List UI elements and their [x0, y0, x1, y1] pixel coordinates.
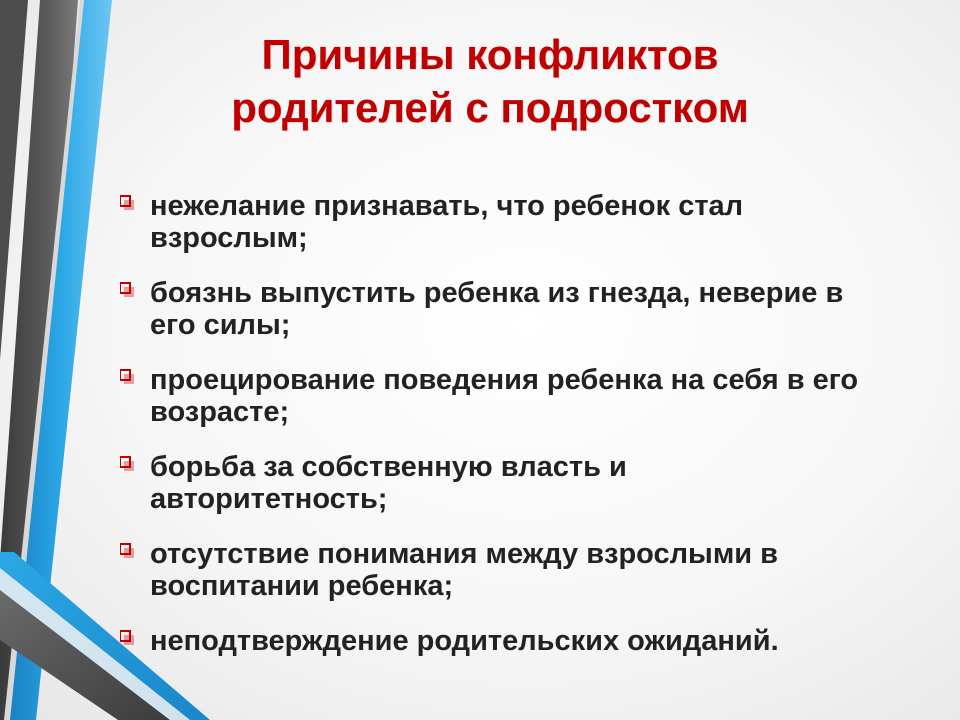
checkbox-bullet-icon [120, 629, 134, 645]
list-item-line: проецирование поведения ребенка на себя в его [150, 364, 859, 396]
causes-list [118, 190, 948, 680]
title-line-1: Причины конфликтов [261, 31, 719, 78]
list-item [118, 364, 948, 428]
checkbox-bullet-icon [120, 455, 134, 471]
slide-title [130, 28, 850, 134]
list-item-line: отсутствие понимания между взрослыми в [150, 538, 778, 570]
list-item [118, 451, 948, 515]
list-item-line: нежелание признавать, что ребенок стал [150, 190, 744, 222]
list-item-line: воспитании ребенка; [150, 570, 454, 602]
list-item [118, 277, 948, 341]
list-item [118, 625, 948, 657]
list-item-line: боязнь выпустить ребенка из гнезда, неверие в [150, 277, 844, 309]
list-item [118, 538, 948, 602]
list-item-line: неподтверждение родительских ожиданий. [150, 625, 779, 657]
list-item-line: возрасте; [150, 396, 290, 428]
list-item-line: его силы; [150, 309, 291, 341]
title-line-2: родителей с подростком [231, 84, 749, 131]
list-item-line: борьба за собственную власть и [150, 451, 627, 483]
checkbox-bullet-icon [120, 194, 134, 210]
checkbox-bullet-icon [120, 542, 134, 558]
list-item-line: взрослым; [150, 222, 308, 254]
list-item-line: авторитетность; [150, 483, 388, 515]
checkbox-bullet-icon [120, 368, 134, 384]
checkbox-bullet-icon [120, 281, 134, 297]
list-item [118, 190, 948, 254]
